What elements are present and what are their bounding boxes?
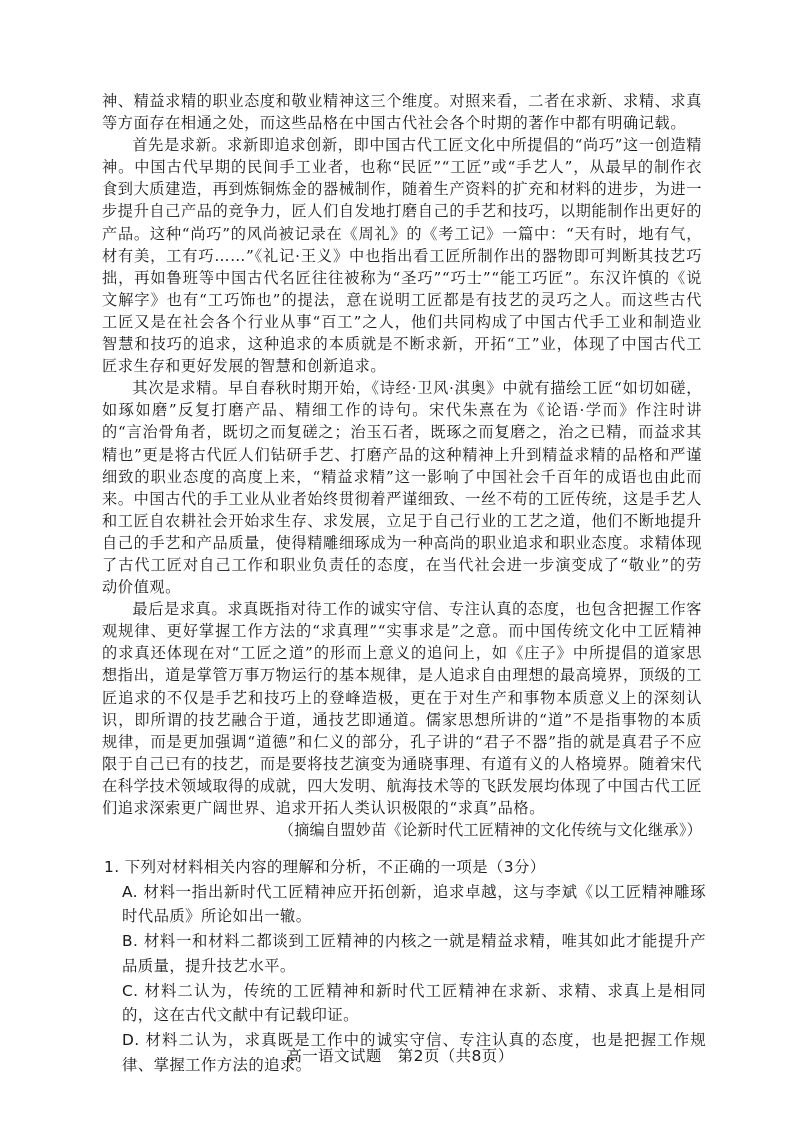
passage-source: （摘编自盟妙苗《论新时代工匠精神的文化传统与文化继承》） (278, 821, 702, 840)
reading-passage (102, 90, 702, 841)
option-d: D. 材料二认为，求真既是工作中的诚实守信、专注认真的态度，也是把握工作规律、掌握工作方法的追求。 (122, 1030, 706, 1074)
option-a: A. 材料一指出新时代工匠精神应开拓创新，追求卓越，这与李斌《以工匠精神雕琢时代品质》所论如出一辙。 (122, 882, 706, 926)
page-footer: 高一语文试题 第2页（共8页） (286, 1047, 514, 1065)
passage-paragraph: 神、精益求精的职业态度和敬业精神这三个维度。对照来看，二者在求新、求精、求真等方面存在相通之处，而这些品格在中国古代社会各个时期的著作中都有明确记载。 (102, 92, 702, 133)
option-c: C. 材料二认为，传统的工匠精神和新时代工匠精神在求新、求精、求真上是相同的，这在古代文献中有记载印证。 (122, 981, 706, 1025)
passage-paragraph: 最后是求真。求真既指对待工作的诚实守信、专注认真的态度，也包含把握工作客观规律、更好掌握工作方法的“求真理”“实事求是”之意。而中国传统文化中工匠精神的求真还体现在对“工匠之道”的形而上意义的追问上，如《庄子》中所提倡的道家思想指出，道是掌管万事万物运行的基本规律，是人追求自由理想的最高境界，顶级的工匠追求的不仅是手艺和技巧上的登峰造极，更在于对生产和事物本质意义上的深刻认识，即所谓的技艺融合于道，通技艺即通道。儒家思想所讲的“道”不是指事物的本质规律，而是更加强调“道德”和仁义的部分，孔子讲的“君子不器”指的就是真君子不应限于自己已有的技艺，而是要将技艺演变为通晓事理、有道有义的人格境界。随着宋代在科学技术领域取得的成就，四大发明、航海技术等的飞跃发展均体现了中国古代工匠们追求深索更广阔世界、追求开拓人类认识极限的“求真”品格。 (102, 600, 702, 817)
question-stem: 1. 下列对材料相关内容的理解和分析，不正确的一项是（3分） (104, 858, 546, 876)
passage-paragraph: 首先是求新。求新即追求创新，即中国古代工匠文化中所提倡的“尚巧”这一创造精神。中国古代早期的民间手工业者，也称“民匠”“工匠”或“手艺人”，从最早的制作衣食到大质建造，再到炼铜炼金的器械制作，随着生产资料的扩充和材料的进步，为进一步提升自己产品的竞争力，匠人们自发地打磨自己的手艺和技巧，以期能制作出更好的产品。这种“尚巧”的风尚被记录在《周礼》的《考工记》一篇中：“天有时，地有气，材有美，工有巧……”《礼记·王义》中也指出看工匠所制作出的器物即可判断其技艺巧拙，再如鲁班等中国古代名匠往往被称为“圣巧”“巧士”“能工巧匠”。东汉许慎的《说文解字》也有“工巧饰也”的提法，意在说明工匠都是有技艺的灵巧之人。而这些古代工匠又是在社会各个行业从事“百工”之人，他们共同构成了中国古代手工业和制造业智慧和技巧的追求，这种追求的本质就是不断求新，开拓“工”业，体现了中国古代工匠求生存和更好发展的智慧和创新追求。 (102, 136, 702, 376)
option-b: B. 材料一和材料二都谈到工匠精神的内核之一就是精益求精，唯其如此才能提升产品质量，提升技艺水平。 (122, 932, 706, 975)
passage-paragraph: 其次是求精。早自春秋时期开始，《诗经·卫风·淇奥》中就有描绘工匠“如切如磋，如琢如磨”反复打磨产品、精细工作的诗句。宋代朱熹在为《论语·学而》作注时讲的“言治骨角者，既切之而复磋之；治玉石者，既琢之而复磨之，治之已精，而益求其精也”更是将古代匠人们钻研手艺、打磨产品的这种精神上升到精益求精的品格和严谨细致的职业态度的高度上来，“精益求精”这一影响了中国社会千百年的成语也由此而来。中国古代的手工业从业者始终贯彻着严谨细致、一丝不苟的工匠传统，这是手艺人和工匠自农耕社会开始求生存、求发展，立足于自己行业的工艺之道，他们不断地提升自己的手艺和产品质量，使得精雕细琢成为一种高尚的职业追求和职业态度。求精体现了古代工匠对自己工作和职业负责任的态度，在当代社会进一步演变成了“敬业”的劳动价值观。 (102, 379, 702, 597)
